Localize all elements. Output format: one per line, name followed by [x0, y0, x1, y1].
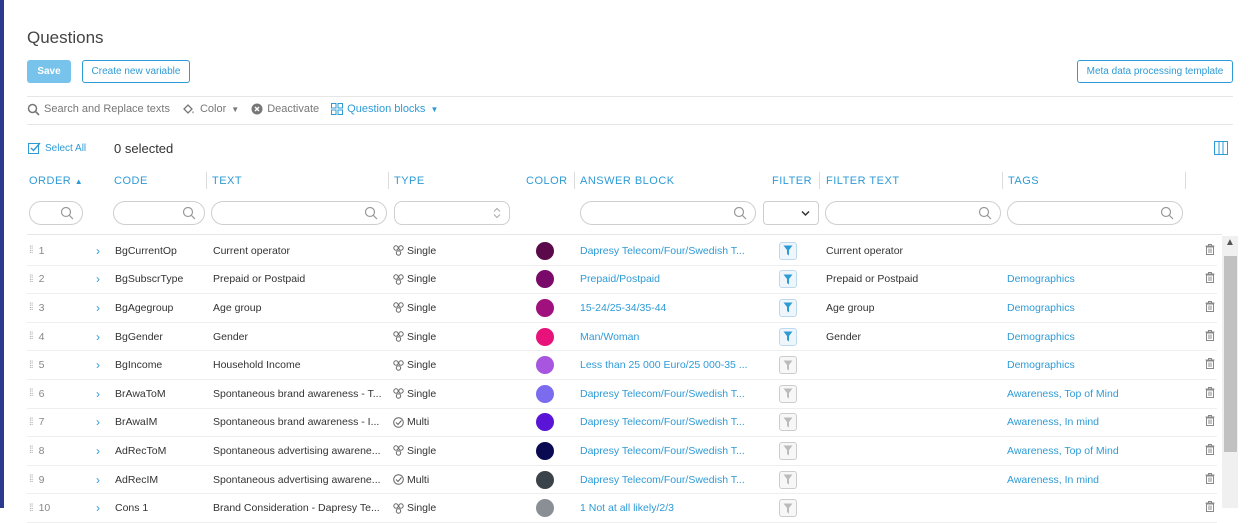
type-cell: Multi — [393, 416, 429, 428]
order-cell: ⁞⁞ 2 — [29, 273, 45, 286]
color-swatch[interactable] — [536, 471, 554, 489]
drag-handle-icon[interactable]: ⁞⁞ — [29, 474, 33, 486]
deactivate-button[interactable] — [251, 103, 319, 115]
answer-block-link[interactable]: Dapresy Telecom/Four/Swedish T... — [580, 444, 745, 457]
expand-chevron-icon[interactable]: › — [96, 386, 100, 401]
filter-toggle[interactable] — [779, 442, 797, 460]
drag-handle-icon[interactable]: ⁞⁞ — [29, 245, 33, 257]
tags-cell[interactable]: Demographics — [1007, 330, 1075, 343]
trash-icon[interactable] — [1205, 330, 1215, 344]
order-cell: ⁞⁞ 4 — [29, 330, 45, 343]
order-cell: ⁞⁞ 3 — [29, 301, 45, 314]
answer-block-link[interactable]: Prepaid/Postpaid — [580, 273, 660, 286]
select-all-button[interactable] — [28, 142, 86, 154]
table-row[interactable] — [27, 437, 1217, 466]
code-cell: BgIncome — [115, 359, 163, 372]
single-choice-icon — [393, 274, 404, 285]
color-swatch[interactable] — [536, 356, 554, 374]
trash-icon[interactable] — [1205, 501, 1215, 515]
color-swatch[interactable] — [536, 413, 554, 431]
trash-icon[interactable] — [1205, 272, 1215, 286]
deactivate-label: Deactivate — [267, 103, 320, 115]
drag-handle-icon[interactable]: ⁞⁞ — [29, 388, 33, 400]
select-all-label: Select All — [45, 142, 87, 154]
filter-icon — [783, 445, 793, 456]
color-swatch[interactable] — [536, 242, 554, 260]
scrollbar-thumb[interactable] — [1224, 256, 1237, 452]
filter-icon — [783, 331, 793, 342]
filter-toggle[interactable] — [779, 356, 797, 374]
single-choice-icon — [393, 360, 404, 371]
answer-block-link[interactable]: Man/Woman — [580, 330, 640, 343]
text-cell: Prepaid or Postpaid — [213, 273, 306, 286]
answer-block-link[interactable]: 15-24/25-34/35-44 — [580, 301, 667, 314]
question-blocks-label: Question blocks — [347, 103, 426, 115]
filter-icon — [783, 274, 793, 285]
selected-count: 0 selected — [114, 141, 174, 156]
filter-select[interactable] — [763, 201, 819, 225]
filter-icon — [783, 417, 793, 428]
filter-icon — [783, 474, 793, 485]
single-choice-icon — [393, 245, 404, 256]
filter-toggle[interactable] — [779, 328, 797, 346]
table-row[interactable] — [27, 237, 1217, 266]
color-swatch[interactable] — [536, 270, 554, 288]
grid-icon — [331, 103, 343, 115]
table-row[interactable] — [27, 494, 1217, 523]
drag-handle-icon[interactable]: ⁞⁞ — [29, 302, 33, 314]
filter-icon — [783, 245, 793, 256]
single-choice-icon — [393, 445, 404, 456]
answer-block-link[interactable]: Dapresy Telecom/Four/Swedish T... — [580, 244, 745, 257]
answer-block-link[interactable]: 1 Not at all likely/2/3 — [580, 502, 674, 515]
filter-toggle[interactable] — [779, 299, 797, 317]
header-text[interactable]: TEXT — [212, 175, 243, 187]
divider — [27, 234, 1222, 235]
divider — [27, 96, 1233, 97]
code-cell: BgGender — [115, 330, 163, 343]
color-swatch[interactable] — [536, 328, 554, 346]
color-dropdown[interactable] — [182, 103, 239, 116]
text-cell: Current operator — [213, 244, 291, 257]
header-answer-block[interactable]: ANSWER BLOCK — [580, 175, 675, 187]
table-row[interactable] — [27, 380, 1217, 409]
search-icon — [60, 206, 74, 220]
single-choice-icon — [393, 331, 404, 342]
drag-handle-icon[interactable]: ⁞⁞ — [29, 331, 33, 343]
single-choice-icon — [393, 302, 404, 313]
paint-bucket-icon — [182, 103, 196, 116]
text-cell: Age group — [213, 301, 262, 314]
search-icon — [733, 206, 747, 220]
order-cell: ⁞⁞ 8 — [29, 444, 45, 457]
filter-toggle[interactable] — [779, 242, 797, 260]
filter-text-cell: Current operator — [826, 244, 904, 257]
color-swatch[interactable] — [536, 385, 554, 403]
code-cell: AdRecIM — [115, 473, 159, 486]
table-row[interactable] — [27, 266, 1217, 295]
table-row[interactable] — [27, 351, 1217, 380]
tags-cell[interactable]: Awareness, Top of Mind — [1007, 444, 1119, 457]
expand-chevron-icon[interactable]: › — [96, 501, 100, 516]
expand-chevron-icon[interactable]: › — [96, 243, 100, 258]
question-blocks-dropdown[interactable] — [331, 103, 438, 115]
tags-cell[interactable]: Awareness, Top of Mind — [1007, 387, 1119, 400]
page-title: Questions — [27, 28, 104, 47]
close-circle-icon — [251, 103, 263, 115]
trash-icon[interactable] — [1205, 301, 1215, 315]
drag-handle-icon[interactable]: ⁞⁞ — [29, 502, 33, 514]
color-label: Color — [199, 103, 227, 115]
text-cell: Spontaneous brand awareness - I... — [213, 416, 380, 429]
trash-icon[interactable] — [1205, 358, 1215, 372]
toolbar — [27, 100, 450, 118]
type-cell: Single — [393, 388, 436, 400]
caret-down-icon: ▼ — [430, 104, 439, 114]
filter-toggle[interactable] — [779, 413, 797, 431]
expand-chevron-icon[interactable]: › — [96, 472, 100, 487]
tags-cell[interactable]: Awareness, In mind — [1007, 416, 1100, 429]
filter-icon — [783, 388, 793, 399]
text-cell: Brand Consideration - Dapresy Te... — [213, 502, 380, 515]
type-filter-select[interactable] — [394, 201, 510, 225]
text-cell: Gender — [213, 330, 249, 343]
trash-icon[interactable] — [1205, 473, 1215, 487]
code-cell: BgAgegroup — [115, 301, 174, 314]
tags-cell[interactable]: Awareness, In mind — [1007, 473, 1100, 486]
color-swatch[interactable] — [536, 499, 554, 517]
text-cell: Spontaneous advertising awarene... — [213, 444, 381, 457]
drag-handle-icon[interactable]: ⁞⁞ — [29, 416, 33, 428]
chevron-down-icon — [801, 210, 810, 217]
color-swatch[interactable] — [536, 442, 554, 460]
meta-template-button[interactable]: Meta data processing template — [1077, 60, 1233, 83]
text-cell: Spontaneous advertising awarene... — [213, 473, 381, 486]
multi-choice-icon — [393, 417, 404, 428]
single-choice-icon — [393, 388, 404, 399]
code-cell: BgSubscrType — [115, 273, 184, 286]
header-code[interactable]: CODE — [114, 175, 148, 187]
sort-asc-icon: ▲ — [74, 177, 84, 186]
search-icon — [182, 206, 196, 220]
filter-toggle[interactable] — [779, 270, 797, 288]
filter-toggle[interactable] — [779, 499, 797, 517]
order-cell: ⁞⁞ 10 — [29, 502, 51, 515]
filter-toggle[interactable] — [779, 471, 797, 489]
table-row[interactable] — [27, 294, 1217, 323]
code-cell: AdRecToM — [115, 444, 167, 457]
order-cell: ⁞⁞ 9 — [29, 473, 45, 486]
filter-icon — [783, 503, 793, 514]
expand-chevron-icon[interactable]: › — [96, 272, 100, 287]
updown-icon — [493, 207, 501, 219]
caret-down-icon: ▼ — [231, 104, 240, 114]
expand-chevron-icon[interactable]: › — [96, 443, 100, 458]
answer-block-link[interactable]: Dapresy Telecom/Four/Swedish T... — [580, 387, 745, 400]
search-replace-label: Search and Replace texts — [44, 103, 170, 115]
multi-choice-icon — [393, 474, 404, 485]
filter-icon — [783, 360, 793, 371]
code-cell: Cons 1 — [115, 502, 149, 515]
drag-handle-icon[interactable]: ⁞⁞ — [29, 359, 33, 371]
filter-text-cell: Age group — [826, 301, 875, 314]
type-cell: Multi — [393, 474, 429, 486]
order-cell: ⁞⁞ 1 — [29, 244, 45, 257]
tags-filter-input[interactable] — [1007, 201, 1183, 225]
table-row[interactable] — [27, 409, 1217, 438]
type-cell: Single — [393, 445, 436, 457]
answer-block-link[interactable]: Dapresy Telecom/Four/Swedish T... — [580, 416, 745, 429]
table-row[interactable] — [27, 466, 1217, 495]
code-cell: BrAwaIM — [115, 416, 158, 429]
expand-chevron-icon[interactable]: › — [96, 358, 100, 373]
order-cell: ⁞⁞ 6 — [29, 387, 45, 400]
type-cell: Single — [393, 245, 436, 257]
left-accent-bar — [0, 0, 4, 508]
table-row[interactable] — [27, 323, 1217, 352]
header-filter-text[interactable]: FILTER TEXT — [826, 175, 900, 187]
filter-toggle[interactable] — [779, 385, 797, 403]
trash-icon[interactable] — [1205, 415, 1215, 429]
order-cell: ⁞⁞ 5 — [29, 359, 45, 372]
header-color[interactable]: COLOR — [526, 175, 568, 187]
trash-icon[interactable] — [1205, 444, 1215, 458]
answer-block-link[interactable]: Dapresy Telecom/Four/Swedish T... — [580, 473, 745, 486]
search-icon — [1160, 206, 1174, 220]
expand-chevron-icon[interactable]: › — [96, 300, 100, 315]
type-cell: Single — [393, 359, 436, 371]
save-button[interactable]: Save — [27, 60, 71, 83]
tags-cell[interactable]: Demographics — [1007, 359, 1075, 372]
code-cell: BgCurrentOp — [115, 244, 177, 257]
type-cell: Single — [393, 302, 436, 314]
search-replace-button[interactable] — [27, 103, 170, 116]
type-cell: Single — [393, 502, 436, 514]
search-icon — [27, 103, 40, 116]
type-cell: Single — [393, 273, 436, 285]
code-filter-input[interactable] — [113, 201, 205, 225]
order-cell: ⁞⁞ 7 — [29, 416, 45, 429]
text-cell: Spontaneous brand awareness - T... — [213, 387, 382, 400]
header-order[interactable]: ORDER ▲ — [29, 175, 84, 187]
order-filter-input[interactable] — [29, 201, 83, 225]
create-variable-button[interactable]: Create new variable — [82, 60, 190, 83]
type-cell: Single — [393, 331, 436, 343]
answer-block-filter-input[interactable] — [580, 201, 756, 225]
checkbox-icon — [28, 142, 41, 154]
filter-text-filter-input[interactable] — [825, 201, 1001, 225]
expand-chevron-icon[interactable]: › — [96, 329, 100, 344]
drag-handle-icon[interactable]: ⁞⁞ — [29, 273, 33, 285]
trash-icon[interactable] — [1205, 387, 1215, 401]
search-icon — [364, 206, 378, 220]
text-cell: Household Income — [213, 359, 301, 372]
filter-text-cell: Prepaid or Postpaid — [826, 273, 919, 286]
header-tags[interactable]: TAGS — [1008, 175, 1040, 187]
single-choice-icon — [393, 503, 404, 514]
scroll-up-arrow[interactable]: ▲ — [1225, 237, 1235, 248]
tags-cell[interactable]: Demographics — [1007, 273, 1075, 286]
columns-icon[interactable] — [1214, 141, 1228, 155]
answer-block-link[interactable]: Less than 25 000 Euro/25 000-35 ... — [580, 359, 748, 372]
tags-cell[interactable]: Demographics — [1007, 301, 1075, 314]
text-filter-input[interactable] — [211, 201, 387, 225]
header-filter[interactable]: FILTER — [772, 175, 813, 187]
header-type[interactable]: TYPE — [394, 175, 425, 187]
filter-icon — [783, 302, 793, 313]
drag-handle-icon[interactable]: ⁞⁞ — [29, 445, 33, 457]
divider — [27, 124, 1233, 125]
color-swatch[interactable] — [536, 299, 554, 317]
expand-chevron-icon[interactable]: › — [96, 415, 100, 430]
trash-icon[interactable] — [1205, 244, 1215, 258]
search-icon — [978, 206, 992, 220]
code-cell: BrAwaToM — [115, 387, 166, 400]
filter-text-cell: Gender — [826, 330, 862, 343]
